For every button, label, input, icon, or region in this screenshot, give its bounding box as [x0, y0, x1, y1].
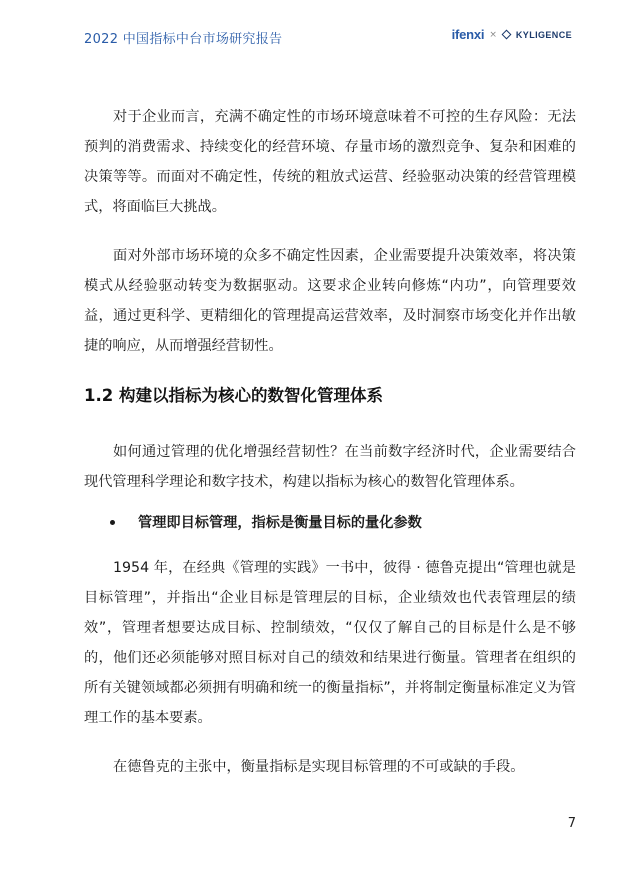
bullet-text: 管理即目标管理，指标是衡量目标的量化参数 — [138, 515, 422, 531]
partner-logos — [452, 27, 572, 42]
page-number: 7 — [567, 816, 576, 831]
kyligence-logo: KYLIGENCE — [515, 29, 572, 40]
logo-separator: × — [489, 29, 497, 40]
ifenxi-logo: ifenxi — [451, 27, 485, 42]
page-header — [0, 0, 642, 60]
paragraph-section-intro: 如何通过管理的优化增强经营韧性？在当前数字经济时代，企业需要结合现代管理科学理论和数字技术，构建以指标为核心的数智化管理体系。 — [84, 444, 576, 490]
paragraph-drucker: 1954 年，在经典《管理的实践》一书中，彼得 · 德鲁克提出“管理也就是目标管理”，并指出“企业目标是管理层的目标，企业绩效也代表管理层的绩效”，管理者想要达成目标、控制绩效，“仅仅了解自己的目标是什么是不够的，他们还必须能够对照目标对自己的绩效和结果进行衡量。管理者在组织的所有关键领域都必须拥有明确和统一的衡量指标”，并将制定衡量标准定义为管理工作的基本要素。 — [84, 560, 576, 726]
page-body — [84, 102, 576, 782]
report-title: 2022 中国指标中台市场研究报告 — [84, 32, 283, 47]
paragraph-data-driven: 面对外部市场环境的众多不确定性因素，企业需要提升决策效率，将决策模式从经验驱动转变为数据驱动。这要求企业转向修炼“内功”，向管理要效益，通过更科学、更精细化的管理提高运营效率，及时洞察市场变化并作出敏捷的响应，从而增强经营韧性。 — [84, 248, 576, 354]
bullet-dot-icon — [110, 520, 115, 525]
paragraph-conclusion: 在德鲁克的主张中，衡量指标是实现目标管理的不可或缺的手段。 — [113, 759, 525, 775]
bullet-item — [84, 507, 576, 537]
paragraph-uncertainty: 对于企业而言，充满不确定性的市场环境意味着不可控的生存风险：无法预判的消费需求、持续变化的经营环境、存量市场的激烈竞争、复杂和困难的决策等等。而面对不确定性，传统的粗放式运营、经验驱动决策的经营管理模式，将面临巨大挑战。 — [84, 109, 576, 215]
kyligence-diamond-icon — [502, 30, 512, 40]
section-heading: 1.2 构建以指标为核心的数智化管理体系 — [84, 386, 383, 405]
